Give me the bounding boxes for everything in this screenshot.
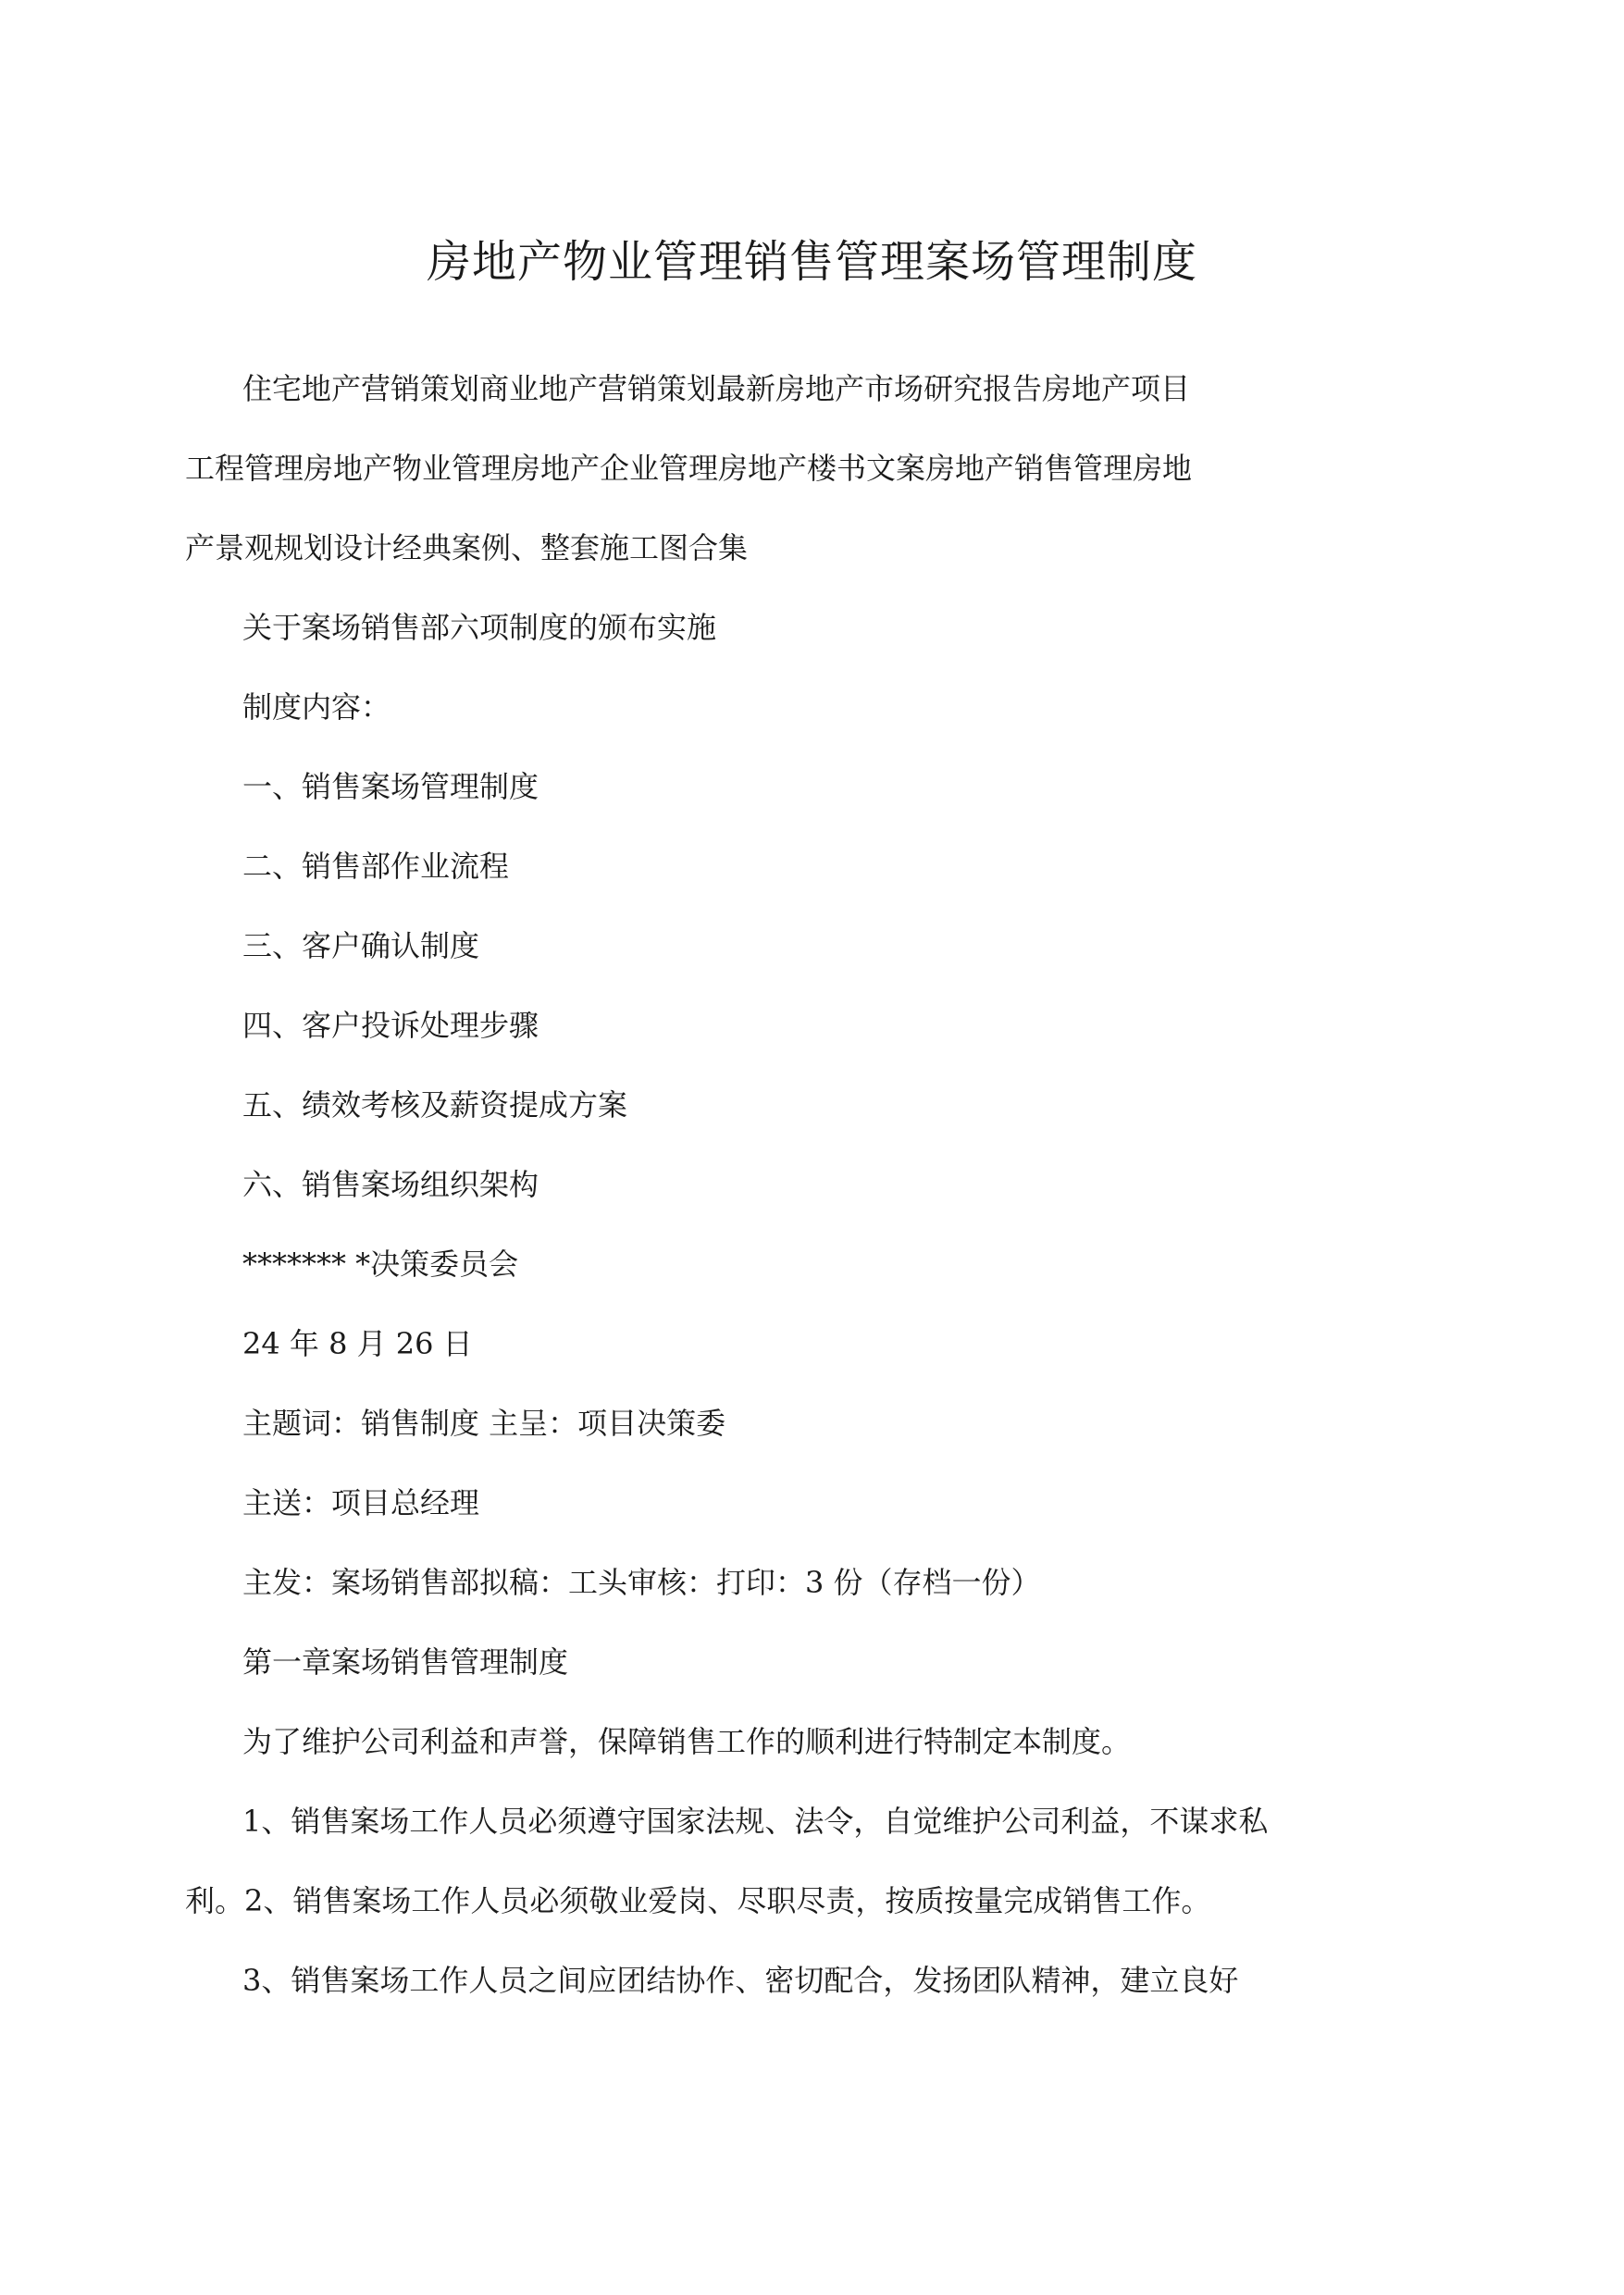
main-recipient: 主送：项目总经理 — [242, 1485, 480, 1520]
issue-date: 24 年 8 月 26 日 — [242, 1326, 473, 1361]
chapter-title: 第一章案场销售管理制度 — [242, 1644, 569, 1680]
distribution: 主发：案场销售部拟稿：工头审核：打印：3 份（存档一份） — [242, 1565, 1041, 1600]
notice-title: 关于案场销售部六项制度的颁布实施 — [242, 610, 717, 645]
rule-1-2-line: 利。2、销售案场工作人员必须敬业爱岗、尽职尽责，按质按量完成销售工作。 — [185, 1883, 1211, 1918]
list-item-2: 二、销售部作业流程 — [242, 849, 510, 884]
intro-line-1: 住宅地产营销策划商业地产营销策划最新房地产市场研究报告房地产项目 — [242, 371, 1191, 406]
intro-line-3: 产景观规划设计经典案例、整套施工图合集 — [185, 530, 749, 565]
rule-3-line-1: 3、销售案场工作人员之间应团结协作、密切配合，发扬团队精神，建立良好 — [242, 1963, 1239, 1998]
document-title: 房地产物业管理销售管理案场管理制度 — [426, 236, 1197, 288]
list-item-4: 四、客户投诉处理步骤 — [242, 1008, 539, 1043]
subject-words: 主题词：销售制度 主呈：项目决策委 — [242, 1406, 726, 1441]
list-item-5: 五、绩效考核及薪资提成方案 — [242, 1087, 628, 1123]
rule-1-line-1: 1、销售案场工作人员必须遵守国家法规、法令，自觉维护公司利益，不谋求私 — [242, 1804, 1269, 1839]
list-item-1: 一、销售案场管理制度 — [242, 769, 539, 804]
list-item-6: 六、销售案场组织架构 — [242, 1167, 539, 1202]
intro-line-2: 工程管理房地产物业管理房地产企业管理房地产楼书文案房地产销售管理房地 — [185, 451, 1193, 486]
issuer: ******* *决策委员会 — [242, 1247, 519, 1282]
list-item-3: 三、客户确认制度 — [242, 928, 480, 963]
chapter-intro: 为了维护公司利益和声誉，保障销售工作的顺利进行特制定本制度。 — [242, 1724, 1132, 1759]
content-heading: 制度内容： — [242, 689, 391, 725]
